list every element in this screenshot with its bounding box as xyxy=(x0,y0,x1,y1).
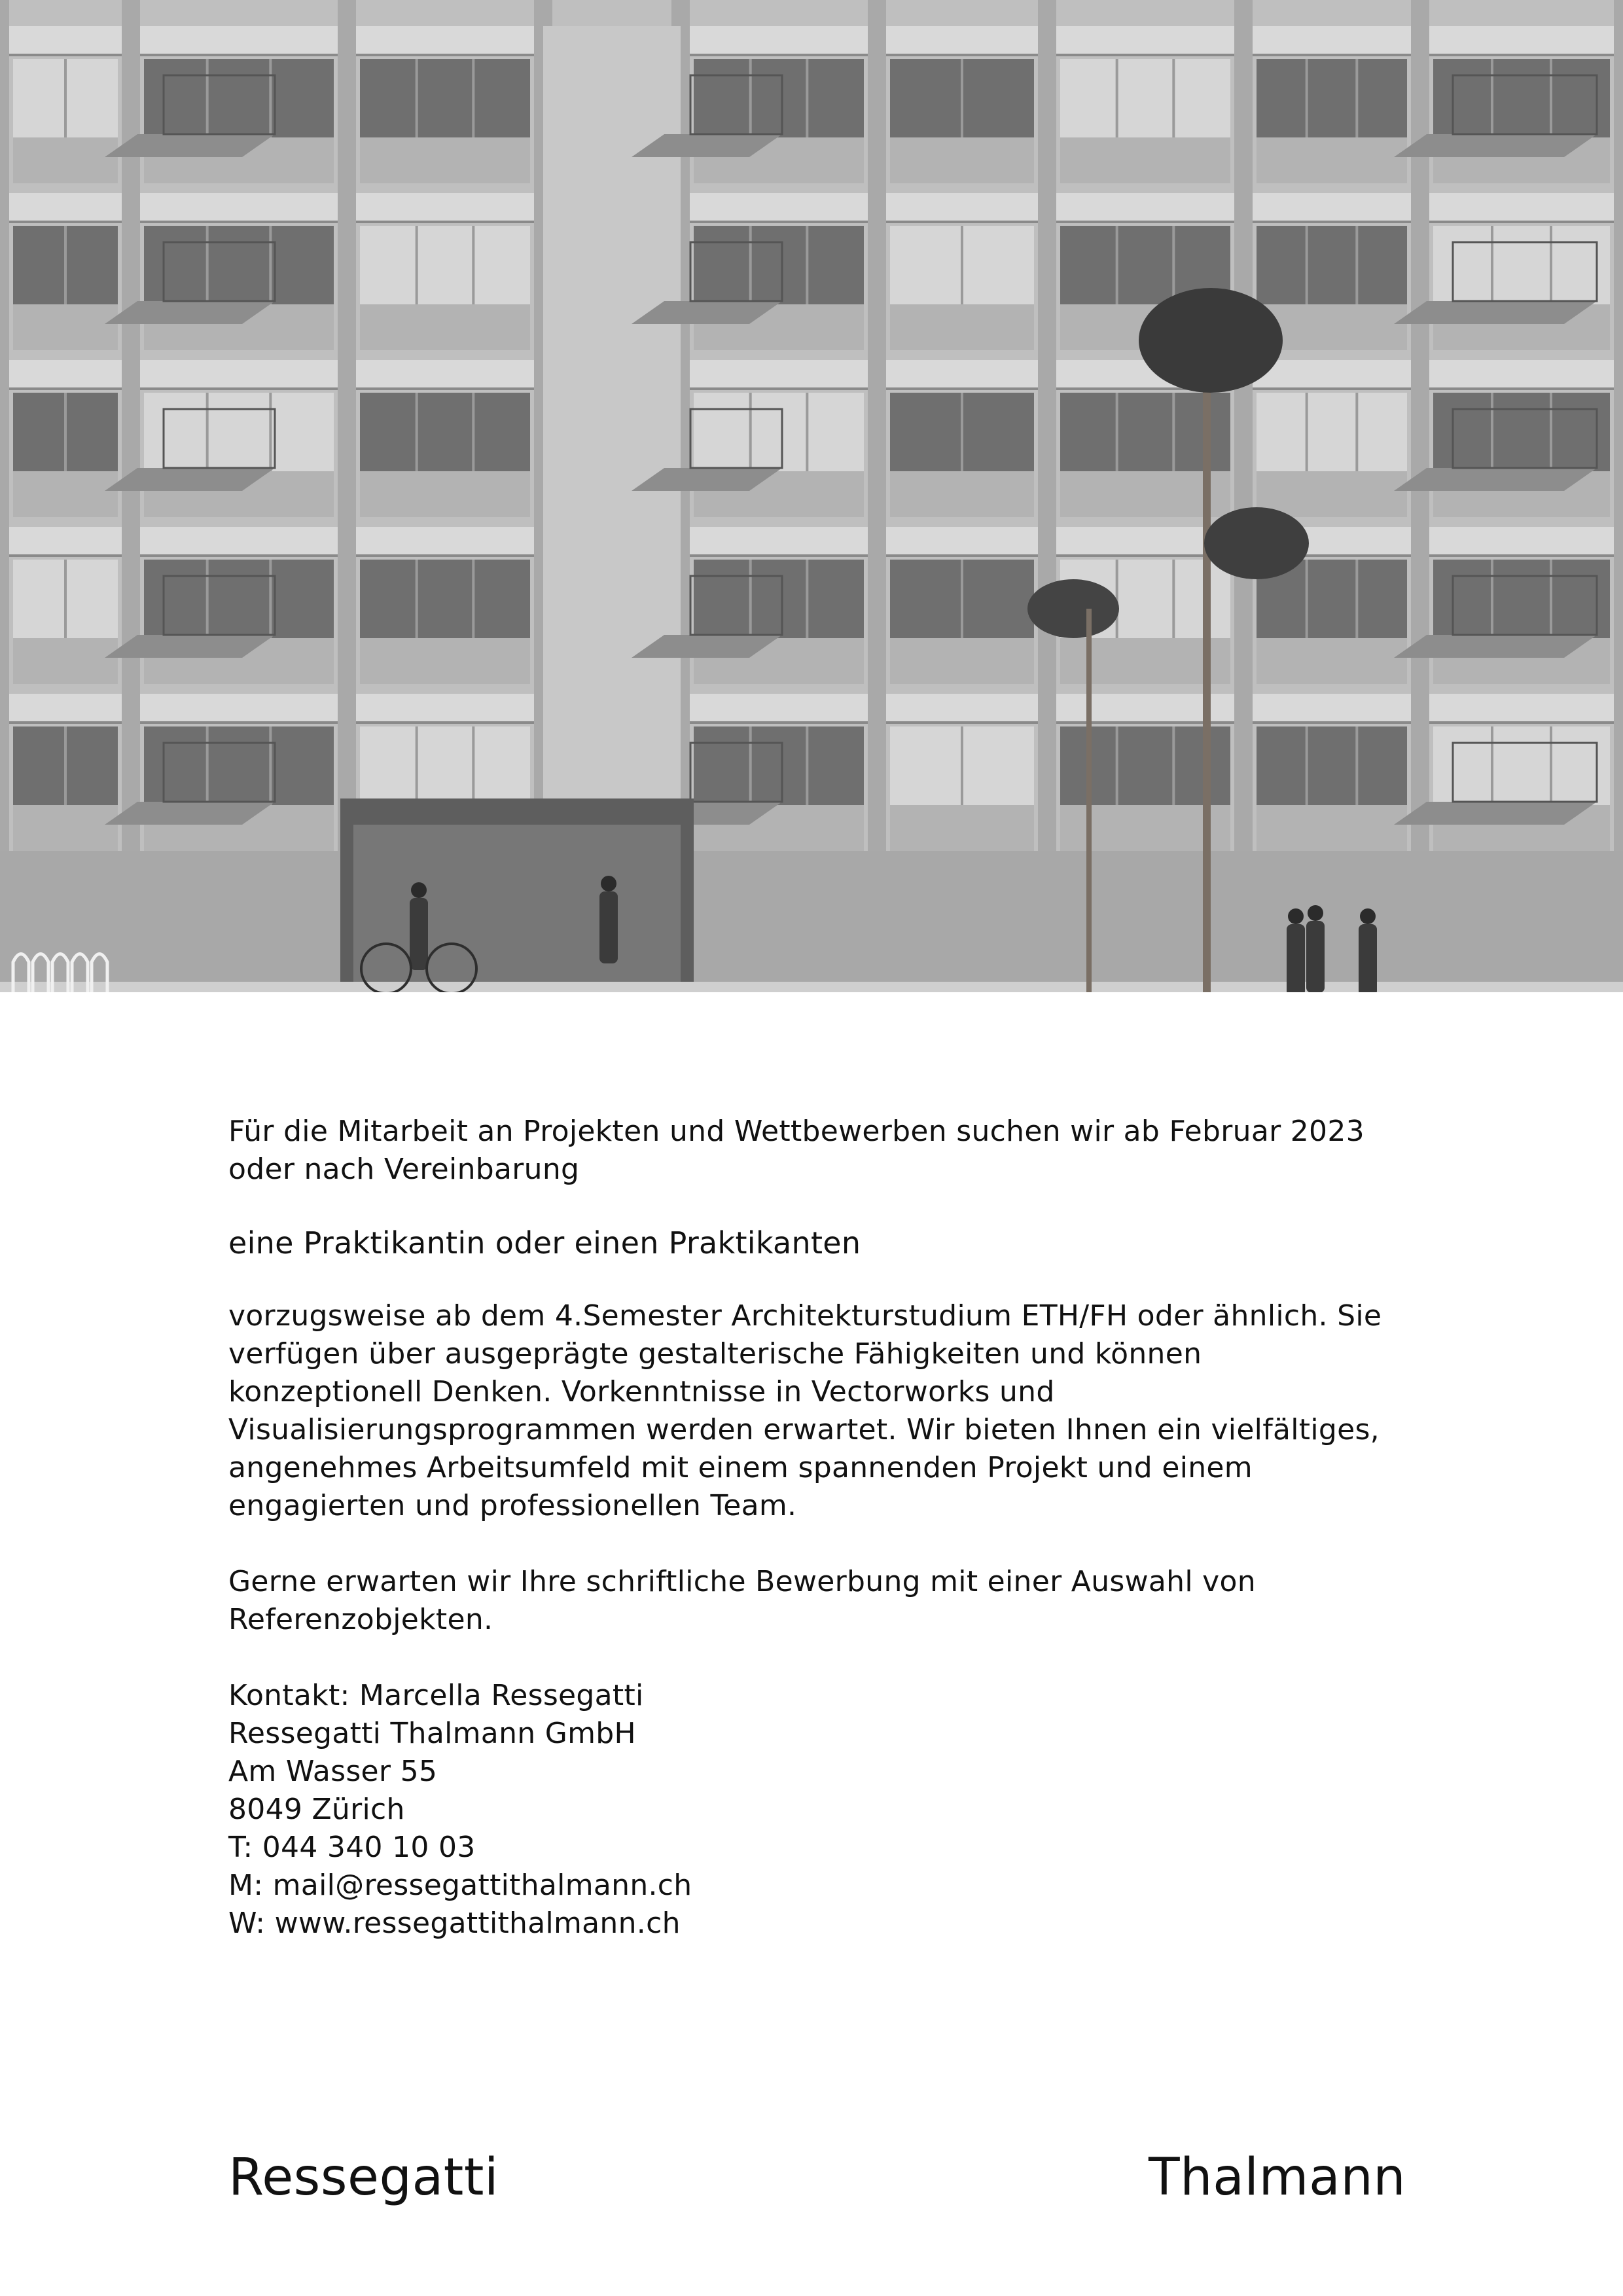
position-title: eine Praktikantin oder einen Praktikanten xyxy=(228,1225,861,1261)
window-pane xyxy=(144,726,334,805)
parapet xyxy=(360,638,530,684)
person-head xyxy=(1288,908,1304,924)
window-mullion xyxy=(806,226,808,304)
slab-shadow xyxy=(0,554,1623,557)
person-head xyxy=(1308,905,1323,921)
window-pane xyxy=(1433,59,1610,137)
parapet xyxy=(1060,137,1230,183)
window-mullion xyxy=(961,59,963,137)
window-mullion xyxy=(1306,560,1308,638)
window-mullion xyxy=(1491,393,1493,471)
parapet xyxy=(360,304,530,350)
window-pane xyxy=(360,59,530,137)
parapet xyxy=(13,638,118,684)
contact-company: Ressegatti Thalmann GmbH xyxy=(228,1717,636,1750)
window-pane xyxy=(1257,226,1407,304)
window-mullion xyxy=(1172,393,1175,471)
ground-floor xyxy=(0,851,1623,992)
window-mullion xyxy=(206,59,209,137)
brand-name-left: Ressegatti xyxy=(228,2148,499,2207)
window-mullion xyxy=(1491,726,1493,805)
window-mullion xyxy=(1550,59,1552,137)
floor-slab xyxy=(0,694,1623,721)
parapet xyxy=(1257,471,1407,517)
person-head xyxy=(411,882,427,898)
window-mullion xyxy=(472,560,474,638)
window-mullion xyxy=(1116,393,1118,471)
contact-block xyxy=(228,1677,1393,1943)
window-mullion xyxy=(472,59,474,137)
window-pane xyxy=(360,393,530,471)
window-mullion xyxy=(806,59,808,137)
window-pane xyxy=(694,59,864,137)
window-mullion xyxy=(64,393,67,471)
window-mullion xyxy=(806,726,808,805)
contact-person: Kontakt: Marcella Ressegatti xyxy=(228,1679,644,1712)
window-mullion xyxy=(269,226,272,304)
window-mullion xyxy=(416,560,418,638)
balcony-slab xyxy=(1394,301,1597,324)
window-mullion xyxy=(1116,226,1118,304)
facade-column xyxy=(868,0,886,992)
window-mullion xyxy=(806,393,808,471)
window-mullion xyxy=(1306,726,1308,805)
window-pane xyxy=(1433,726,1610,805)
slab-shadow xyxy=(0,54,1623,56)
window-mullion xyxy=(206,393,209,471)
window-mullion xyxy=(269,393,272,471)
balcony-slab xyxy=(1394,802,1597,825)
window-mullion xyxy=(1491,560,1493,638)
window-mullion xyxy=(64,59,67,137)
contact-phone: T: 044 340 10 03 xyxy=(228,1831,476,1864)
window-pane xyxy=(1060,59,1230,137)
sidewalk xyxy=(0,982,1623,992)
parapet xyxy=(13,805,118,851)
contact-email-link[interactable]: M: mail@ressegattithalmann.ch xyxy=(228,1869,692,1902)
balcony-slab xyxy=(1394,468,1597,491)
brand-name-right: Thalmann xyxy=(1149,2148,1406,2207)
window-mullion xyxy=(1172,226,1175,304)
parapet xyxy=(360,137,530,183)
window-mullion xyxy=(749,226,752,304)
window-mullion xyxy=(1355,59,1358,137)
window-pane xyxy=(694,560,864,638)
window-mullion xyxy=(1172,59,1175,137)
window-pane xyxy=(360,226,530,304)
window-mullion xyxy=(269,726,272,805)
facade-illustration xyxy=(0,0,1623,992)
person-body xyxy=(1287,924,1305,992)
parapet xyxy=(890,805,1034,851)
window-mullion xyxy=(1116,59,1118,137)
window-pane xyxy=(1257,59,1407,137)
window-mullion xyxy=(1491,226,1493,304)
window-mullion xyxy=(961,226,963,304)
floor-slab xyxy=(0,527,1623,554)
tree-crown xyxy=(1139,288,1283,393)
window-pane xyxy=(1433,560,1610,638)
window-mullion xyxy=(416,59,418,137)
window-mullion xyxy=(1172,560,1175,638)
window-mullion xyxy=(1355,560,1358,638)
window-mullion xyxy=(749,393,752,471)
contact-website-link[interactable]: W: www.ressegattithalmann.ch xyxy=(228,1907,681,1940)
window-mullion xyxy=(1550,726,1552,805)
job-posting xyxy=(228,1113,1393,1943)
window-pane xyxy=(144,393,334,471)
balcony-slab xyxy=(1394,635,1597,658)
tree-trunk xyxy=(1086,609,1092,992)
window-mullion xyxy=(961,726,963,805)
window-mullion xyxy=(269,560,272,638)
window-mullion xyxy=(1355,726,1358,805)
window-pane xyxy=(1257,393,1407,471)
parapet xyxy=(13,304,118,350)
window-mullion xyxy=(1172,726,1175,805)
tree-crown xyxy=(1204,507,1309,579)
parapet xyxy=(890,304,1034,350)
window-pane xyxy=(144,59,334,137)
window-pane xyxy=(1433,226,1610,304)
facade-column xyxy=(0,0,9,992)
window-pane xyxy=(694,726,864,805)
window-pane xyxy=(1257,726,1407,805)
window-pane xyxy=(694,226,864,304)
window-mullion xyxy=(206,226,209,304)
window-mullion xyxy=(472,726,474,805)
window-mullion xyxy=(64,226,67,304)
window-pane xyxy=(360,726,530,805)
window-mullion xyxy=(269,59,272,137)
window-mullion xyxy=(1306,59,1308,137)
person-body xyxy=(1359,924,1377,992)
slab-shadow xyxy=(0,721,1623,724)
parapet xyxy=(360,471,530,517)
window-mullion xyxy=(1491,59,1493,137)
window-mullion xyxy=(749,59,752,137)
window-mullion xyxy=(1550,226,1552,304)
window-mullion xyxy=(472,226,474,304)
requirements-text: vorzugsweise ab dem 4.Semester Architekturstudium ETH/FH oder ähnlich. Sie verfügen über ausgeprägte gestalterische Fähigkeiten und können konzeptionell Denken. Vorkenntnisse in Vectorworks und Visualisierungsprogrammen werden erwartet. Wir bieten Ihnen ein vielfältiges, angenehmes Arbeitsumfeld mit einem spannenden Projekt und einem engagierten und professionellen Team. xyxy=(228,1299,1382,1522)
window-mullion xyxy=(806,560,808,638)
window-pane xyxy=(144,560,334,638)
person-head xyxy=(1360,908,1376,924)
window-mullion xyxy=(206,726,209,805)
floor-slab xyxy=(0,26,1623,54)
parapet xyxy=(1257,137,1407,183)
person-body xyxy=(599,891,618,963)
window-pane xyxy=(144,226,334,304)
window-mullion xyxy=(206,560,209,638)
window-mullion xyxy=(472,393,474,471)
window-mullion xyxy=(1550,560,1552,638)
person-head xyxy=(601,876,616,891)
window-mullion xyxy=(1306,393,1308,471)
tree-trunk xyxy=(1203,327,1211,992)
entrance-glazing xyxy=(353,825,681,992)
intro-text: Für die Mitarbeit an Projekten und Wettbewerben suchen wir ab Februar 2023 oder nach Vereinbarung xyxy=(228,1115,1364,1186)
slab-shadow xyxy=(0,221,1623,223)
facade-column xyxy=(1614,0,1623,992)
window-mullion xyxy=(416,393,418,471)
window-mullion xyxy=(1355,393,1358,471)
slab-shadow xyxy=(0,387,1623,390)
parapet xyxy=(890,638,1034,684)
facade-rendering xyxy=(0,0,1623,992)
window-mullion xyxy=(749,726,752,805)
contact-city: 8049 Zürich xyxy=(228,1793,405,1826)
window-pane xyxy=(694,393,864,471)
parapet xyxy=(1257,638,1407,684)
window-mullion xyxy=(64,726,67,805)
floor-slab xyxy=(0,360,1623,387)
parapet xyxy=(13,471,118,517)
window-mullion xyxy=(1550,393,1552,471)
window-mullion xyxy=(961,393,963,471)
window-mullion xyxy=(1116,726,1118,805)
parapet xyxy=(890,471,1034,517)
parapet xyxy=(890,137,1034,183)
facade-column xyxy=(1234,0,1253,992)
contact-street: Am Wasser 55 xyxy=(228,1755,438,1788)
parapet xyxy=(13,137,118,183)
person-body xyxy=(410,898,428,970)
application-call-to-action: Gerne erwarten wir Ihre schriftliche Bewerbung mit einer Auswahl von Referenzobjekten. xyxy=(228,1565,1256,1636)
balcony-slab xyxy=(1394,134,1597,157)
window-mullion xyxy=(749,560,752,638)
tree-crown xyxy=(1027,579,1119,638)
window-pane xyxy=(360,560,530,638)
window-mullion xyxy=(64,560,67,638)
window-pane xyxy=(1433,393,1610,471)
window-mullion xyxy=(961,560,963,638)
parapet xyxy=(1257,805,1407,851)
window-mullion xyxy=(1355,226,1358,304)
person-body xyxy=(1306,921,1325,992)
window-mullion xyxy=(416,226,418,304)
facade-column xyxy=(1038,0,1056,992)
window-mullion xyxy=(1306,226,1308,304)
floor-slab xyxy=(0,193,1623,221)
window-mullion xyxy=(416,726,418,805)
